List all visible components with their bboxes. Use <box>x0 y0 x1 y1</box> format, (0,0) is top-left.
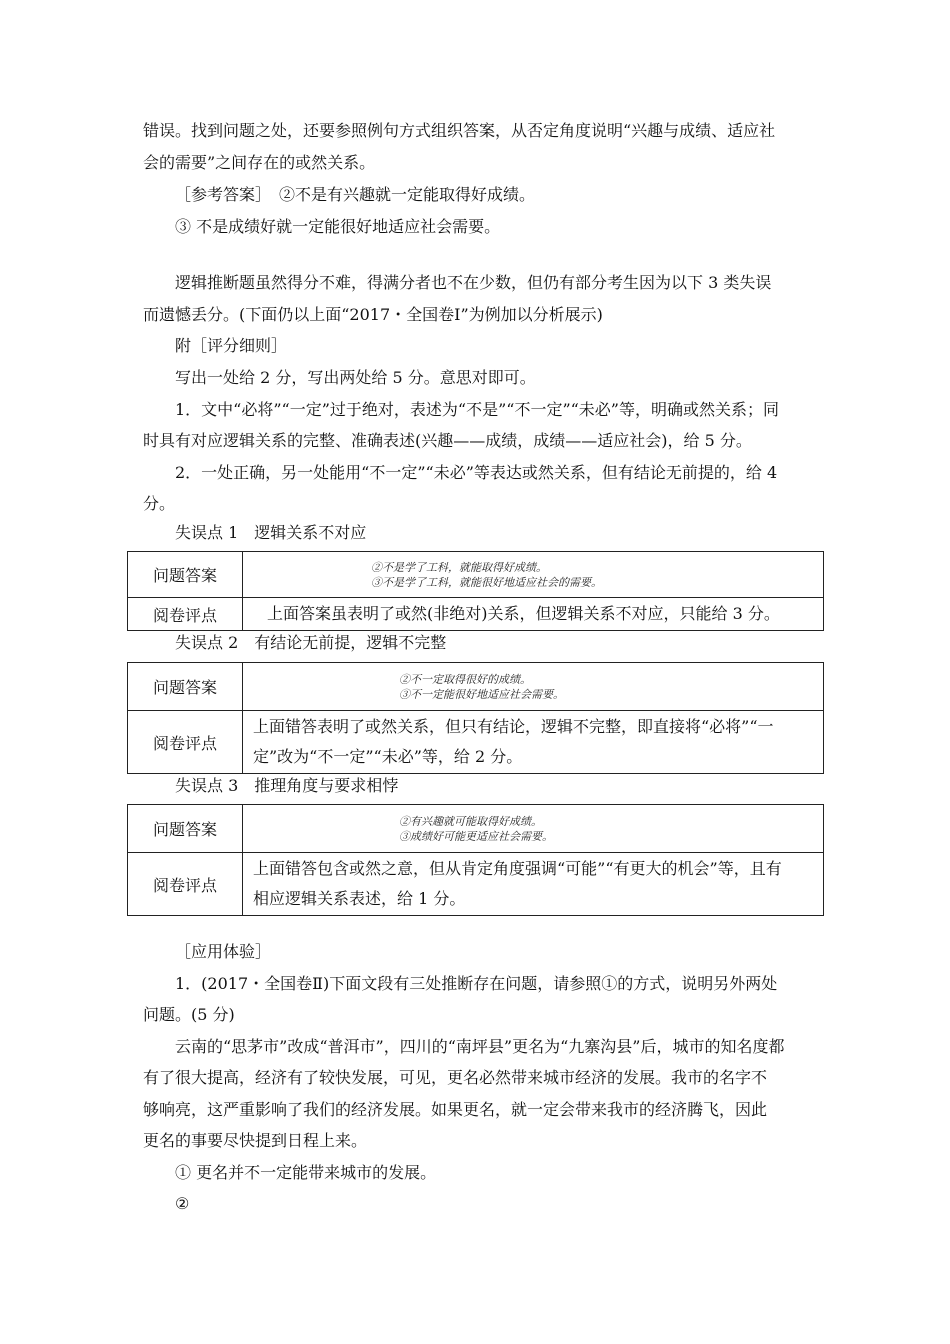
review-comment <box>243 711 824 774</box>
error-point-title: 失误点 2 有结论无前提，逻辑不完整 <box>175 633 447 652</box>
error-table-3 <box>127 804 824 916</box>
handwriting-line: ②有兴趣就可能取得好成绩。 <box>399 814 542 828</box>
passage-line: 有了很大提高，经济有了较快发展，可见，更名必然带来城市经济的发展。我市的名字不 <box>143 1068 768 1087</box>
review-label: 阅卷评点 <box>128 598 243 631</box>
review-line: 上面答案虽表明了或然(非绝对)关系，但逻辑关系不对应，只能给 3 分。 <box>267 604 780 623</box>
review-comment <box>243 598 824 631</box>
passage-line: 够响亮，这严重影响了我们的经济发展。如果更名，就一定会带来我市的经济腾飞，因此 <box>143 1100 768 1119</box>
handwriting-line: ③不是学了工科，就能很好地适应社会的需要。 <box>371 575 602 589</box>
review-line: 定”改为“不一定”“未必”等，给 2 分。 <box>253 747 523 766</box>
rubric-rule-1: 时具有对应逻辑关系的完整、准确表述(兴趣——成绩，成绩——适应社会)，给 5 分。 <box>143 431 752 450</box>
handwritten-answer <box>243 663 824 711</box>
reference-answer-3: ③ 不是成绩好就一定能很好地适应社会需要。 <box>175 217 501 236</box>
handwriting-line: ②不一定取得很好的成绩。 <box>399 672 531 686</box>
reference-answer: ［参考答案］ ②不是有兴趣就一定能取得好成绩。 <box>175 185 536 204</box>
handwriting-line: ③不一定能很好地适应社会需要。 <box>399 687 564 701</box>
analysis-paragraph: 而遗憾丢分。(下面仍以上面“2017・全国卷Ⅰ”为例加以分析展示) <box>143 305 603 324</box>
review-label: 阅卷评点 <box>128 853 243 916</box>
analysis-paragraph: 逻辑推断题虽然得分不难，得满分者也不在少数，但仍有部分考生因为以下 3 类失误 <box>175 273 772 292</box>
handwritten-answer <box>243 552 824 598</box>
review-line: 上面错答包含或然之意，但从肯定角度强调“可能”“有更大的机会”等，且有 <box>253 859 782 878</box>
error-point-title: 失误点 1 逻辑关系不对应 <box>175 523 367 542</box>
answer-label: 问题答案 <box>128 805 243 853</box>
handwriting-line: ③成绩好可能更适应社会需要。 <box>399 829 553 843</box>
handwritten-answer <box>243 805 824 853</box>
passage-line: 云南的“思茅市”改成“普洱市”，四川的“南坪县”更名为“九寨沟县”后，城市的知名度都 <box>175 1037 785 1056</box>
error-table-1 <box>127 551 824 631</box>
rubric-title: 附［评分细则］ <box>175 336 288 355</box>
rubric-rule-2: 2．一处正确，另一处能用“不一定”“未必”等表达或然关系，但有结论无前提的，给 4 <box>175 463 778 482</box>
intro-line: 错误。找到问题之处，还要参照例句方式组织答案，从否定角度说明“兴趣与成绩、适应社 <box>143 121 776 140</box>
review-label: 阅卷评点 <box>128 711 243 774</box>
intro-line: 会的需要”之间存在的或然关系。 <box>143 153 376 172</box>
answer-item-2: ② <box>175 1194 190 1213</box>
review-line: 相应逻辑关系表述，给 1 分。 <box>253 889 466 908</box>
rubric-rule-1: 1．文中“必将”“一定”过于绝对，表述为“不是”“不一定”“未必”等，明确或然关系；同 <box>175 400 779 419</box>
practice-title: ［应用体验］ <box>175 942 272 961</box>
question-1: 1．(2017・全国卷Ⅱ)下面文段有三处推断存在问题，请参照①的方式，说明另外两处 <box>175 974 778 993</box>
answer-item-1: ① 更名并不一定能带来城市的发展。 <box>175 1163 437 1182</box>
answer-label: 问题答案 <box>128 552 243 598</box>
rubric-rule-2: 分。 <box>143 494 176 513</box>
rubric-summary: 写出一处给 2 分，写出两处给 5 分。意思对即可。 <box>175 368 536 387</box>
handwriting-line: ②不是学了工科，就能取得好成绩。 <box>371 560 547 574</box>
review-comment <box>243 853 824 916</box>
error-table-2 <box>127 662 824 774</box>
question-1: 问题。(5 分) <box>143 1005 235 1024</box>
error-point-title: 失误点 3 推理角度与要求相悖 <box>175 776 399 795</box>
passage-line: 更名的事要尽快提到日程上来。 <box>143 1131 368 1150</box>
review-line: 上面错答表明了或然关系，但只有结论，逻辑不完整，即直接将“必将”“一 <box>253 717 774 736</box>
answer-label: 问题答案 <box>128 663 243 711</box>
